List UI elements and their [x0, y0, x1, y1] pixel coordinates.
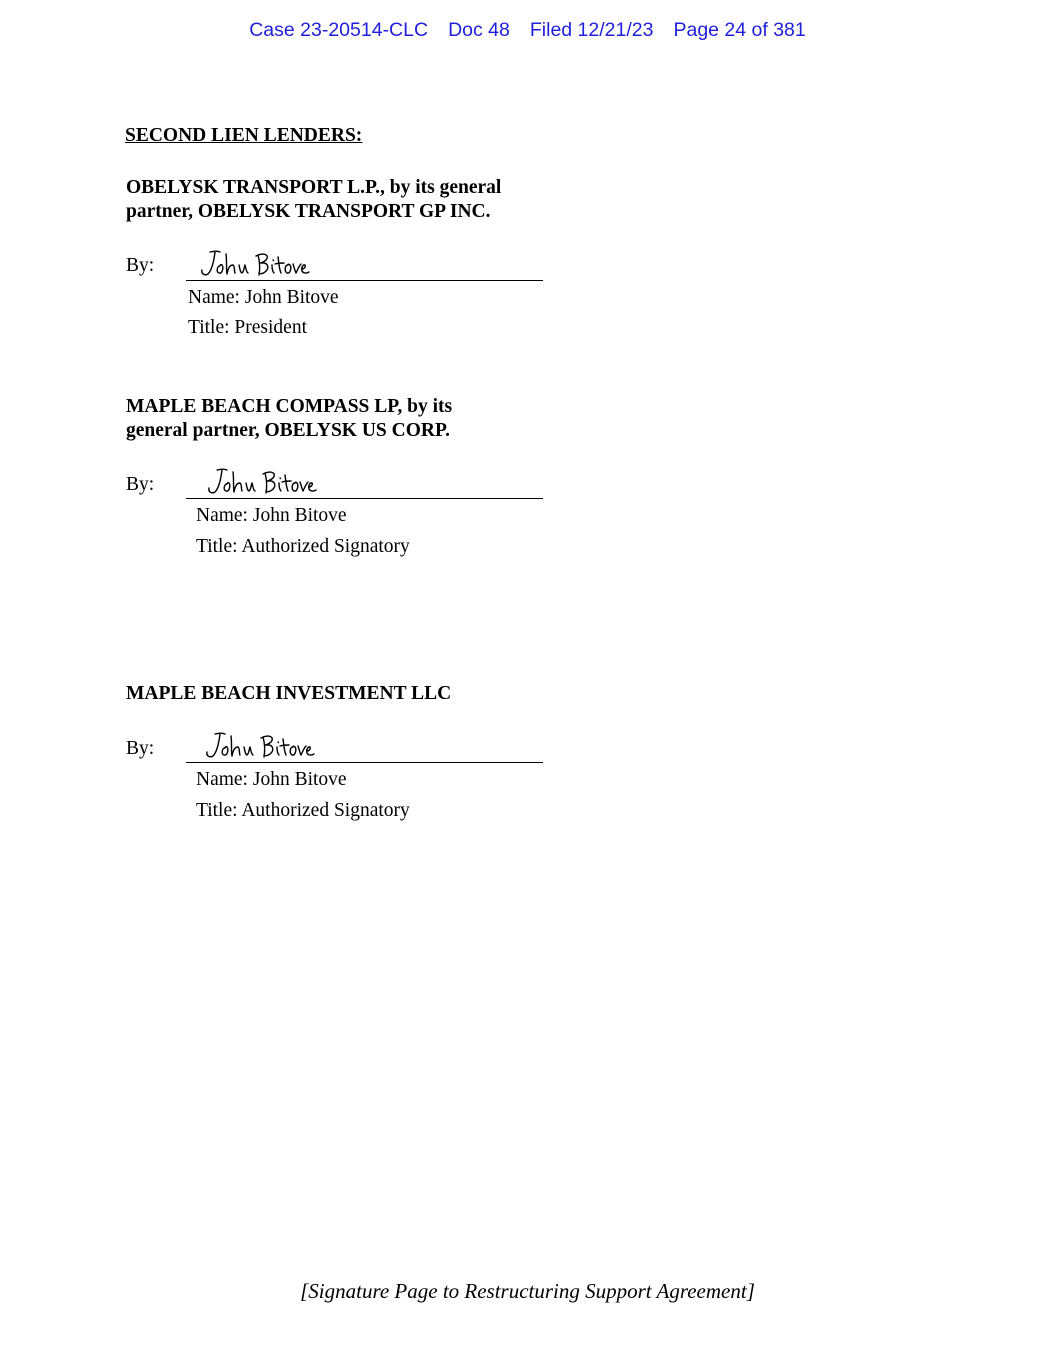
party-name-line: general partner, OBELYSK US CORP.: [126, 420, 450, 441]
signature-line: [186, 498, 543, 499]
by-label: By:: [126, 255, 155, 276]
signature-image: [205, 466, 317, 498]
by-label: By:: [126, 474, 155, 495]
signature-line: [186, 280, 543, 281]
signature-image: [203, 730, 315, 762]
doc-number: Doc 48: [448, 19, 510, 41]
page-number: Page 24 of 381: [673, 19, 806, 41]
party-name-2: [126, 395, 556, 443]
signature-line: [186, 762, 543, 763]
party-name-line: OBELYSK TRANSPORT L.P., by its general: [126, 177, 502, 198]
signatory-name: Name: John Bitove: [196, 505, 347, 526]
signatory-title: Title: Authorized Signatory: [196, 800, 410, 821]
party-name-line: MAPLE BEACH INVESTMENT LLC: [126, 683, 452, 704]
signatory-title: Title: President: [188, 317, 307, 338]
filing-header: [0, 19, 1055, 42]
party-name-line: partner, OBELYSK TRANSPORT GP INC.: [126, 201, 491, 222]
signatory-name: Name: John Bitove: [188, 287, 339, 308]
by-label: By:: [126, 738, 155, 759]
signatory-name: Name: John Bitove: [196, 769, 347, 790]
signature-page-footer: [Signature Page to Restructuring Support Agreement]: [300, 1279, 755, 1303]
signatory-title: Title: Authorized Signatory: [196, 536, 410, 557]
section-heading: SECOND LIEN LENDERS:: [125, 125, 363, 146]
party-name-3: [126, 682, 556, 706]
signature-image: [198, 248, 310, 280]
party-name-line: MAPLE BEACH COMPASS LP, by its: [126, 396, 453, 417]
case-number: Case 23-20514-CLC: [249, 19, 429, 41]
filed-date: Filed 12/21/23: [529, 19, 654, 41]
party-name-1: [126, 176, 556, 224]
